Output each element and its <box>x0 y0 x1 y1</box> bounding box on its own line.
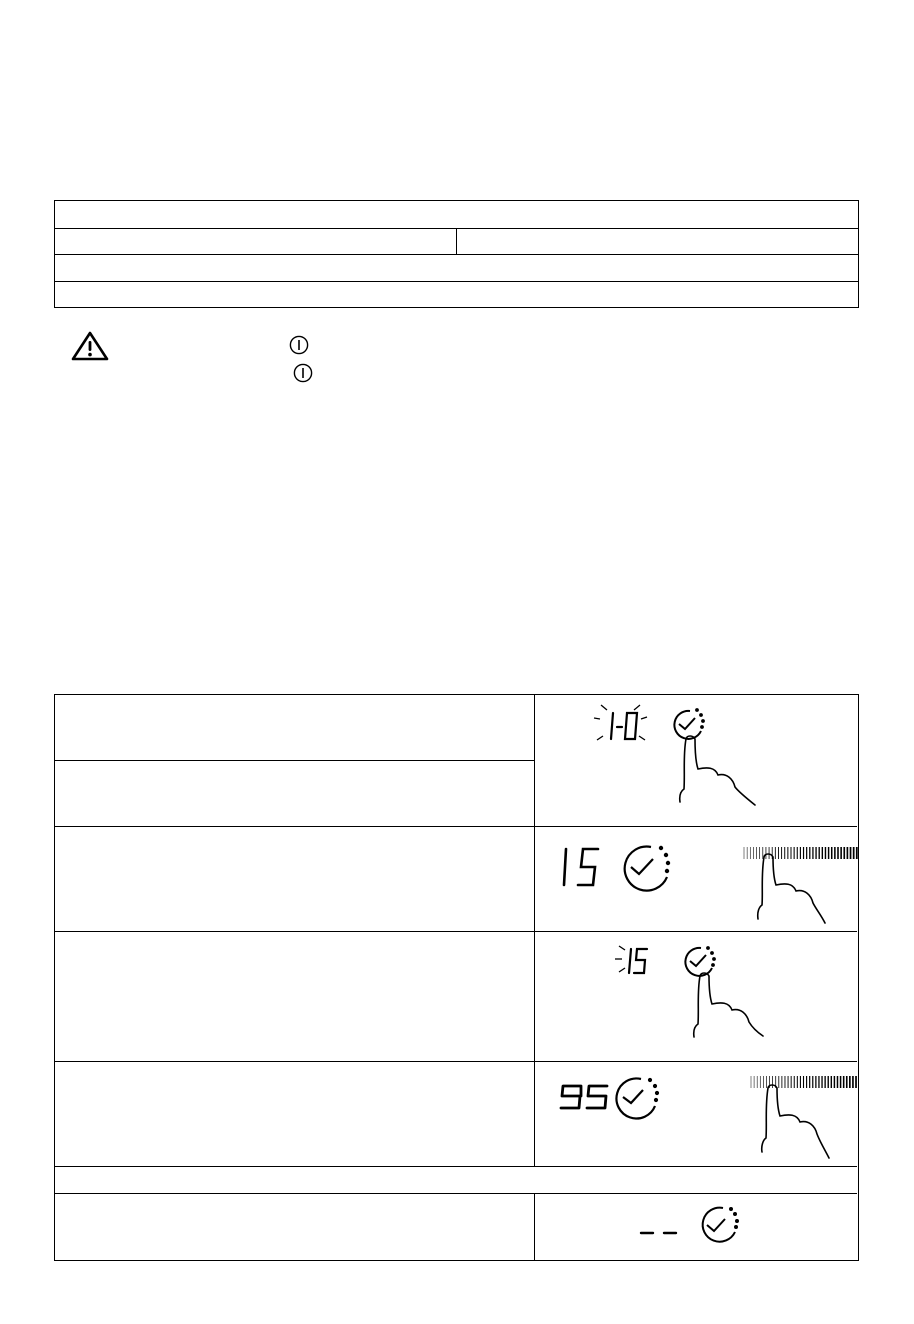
blink-rays <box>594 705 647 740</box>
timer-check-icon <box>674 709 704 739</box>
top-table-row-4 <box>55 282 858 308</box>
finger-tap-icon <box>680 739 755 805</box>
finger-slide-icon <box>762 1088 829 1158</box>
illustration-display-95-slide <box>535 1062 858 1167</box>
timer-check-icon <box>625 847 669 891</box>
top-table-row-3 <box>55 255 858 282</box>
finger-tap-icon <box>694 976 763 1037</box>
digit-display-15 <box>564 849 598 885</box>
steps-table <box>54 694 859 1261</box>
timer-check-icon <box>685 947 715 976</box>
timer-check-icon <box>616 1078 658 1118</box>
illustration-display-dashes <box>535 1194 858 1260</box>
blink-rays <box>615 946 625 972</box>
slider-bar <box>744 847 858 859</box>
power-icon <box>289 335 309 355</box>
digit-display-1-0 <box>611 713 637 739</box>
top-table-row-2 <box>55 229 858 255</box>
warning-triangle-icon <box>70 330 110 362</box>
top-info-table <box>54 200 859 308</box>
step-row-divider <box>55 760 534 761</box>
digit-display-95 <box>561 1086 607 1108</box>
illustration-blinking-display-tap <box>535 695 858 826</box>
power-icon <box>293 363 313 383</box>
digit-display-15 <box>629 949 647 973</box>
slider-bar <box>751 1076 858 1088</box>
timer-check-icon <box>703 1208 738 1242</box>
illustration-blinking-15-tap <box>535 932 858 1062</box>
finger-slide-icon <box>758 857 825 923</box>
top-table-row-1 <box>55 201 858 229</box>
top-table-row-2-divider <box>456 229 457 254</box>
illustration-display-15-slide <box>535 827 858 931</box>
